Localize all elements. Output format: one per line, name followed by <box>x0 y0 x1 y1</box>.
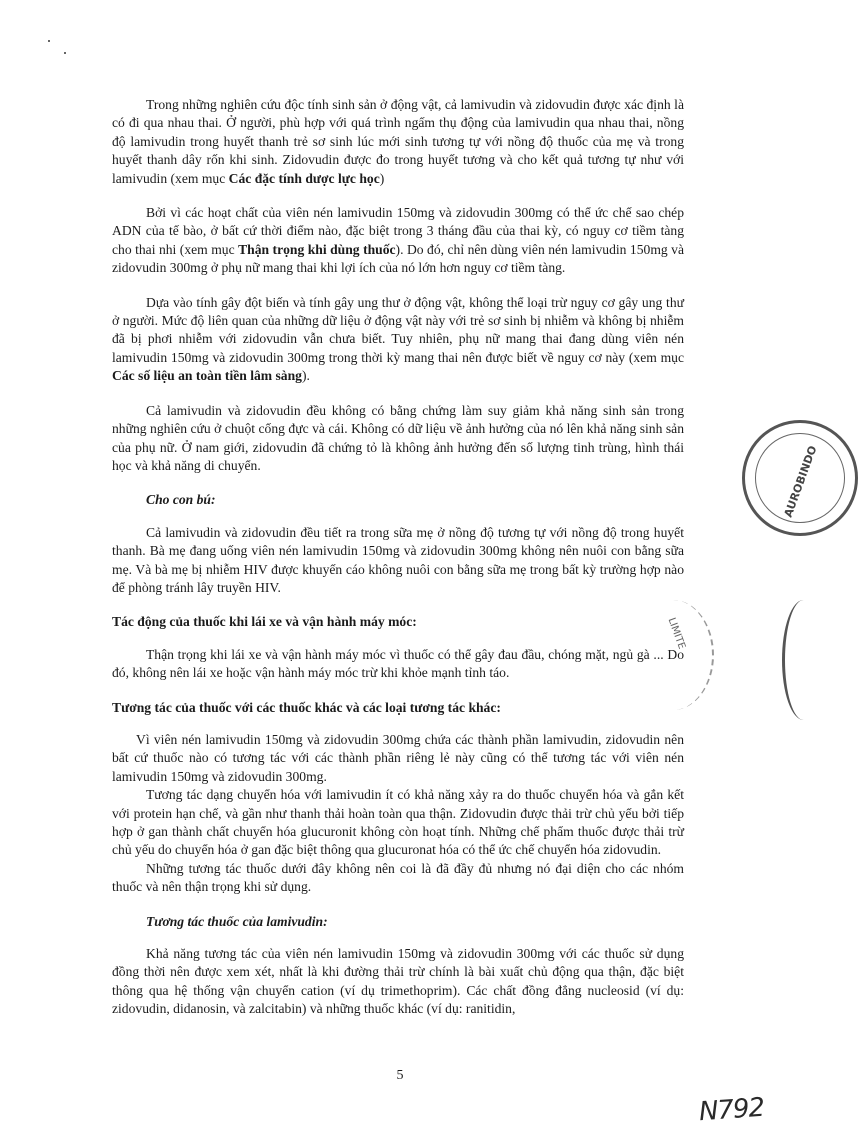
cross-reference: Các đặc tính dược lực học <box>228 170 380 186</box>
heading-breastfeeding: Cho con bú: <box>146 492 216 508</box>
heading-driving: Tác động của thuốc khi lái xe và vận hành máy móc: <box>112 614 417 630</box>
heading-lamivudin-interactions: Tương tác thuốc của lamivudin: <box>146 913 328 929</box>
paragraph-interactions-note: Những tương tác thuốc dưới đây không nên coi là đã đầy đủ nhưng nó đại diện cho các nhóm thuốc và nên thận trọng khi sử dụng. <box>112 860 684 895</box>
paragraph-text: Dựa vào tính gây đột biến và tính gây ung thư ở động vật, không thể loại trừ nguy cơ gây ung thư ở người. Mức độ liên quan của những dữ liệu ở động vật này với trẻ sơ sinh bị nhiễm và không bị nhiễm đã bị phơi nhiễm với zidovudin vẫn chưa biết. Tuy nhiên, phụ nữ mang thai đang dùng viên nén lamivudin 150mg và zidovudin 300mg trong thời kỳ mang thai nên được biết về nguy cơ này (xem mục <box>112 294 684 365</box>
cross-reference: Các số liệu an toàn tiền lâm sàng <box>112 368 302 384</box>
cross-reference: Thận trọng khi dùng thuốc <box>238 241 396 257</box>
stamp-text: LIMITE <box>665 616 687 651</box>
paragraph-text: Trong những nghiên cứu độc tính sinh sản ở động vật, cả lamivudin và zidovudin được xác định là có đi qua nhau thai. Ở người, phù hợp với quá trình ngấm thụ động của lamivudin qua nhau thai, nồng độ lamivudin trong huyết thanh trẻ sơ sinh lúc mới sinh tương tự với nồng độ thuốc của mẹ và trong huyết thanh dây rốn khi sinh. Zidovudin được đo trong huyết tương và cho kết quả tương tự như với lamivudin (xem mục <box>112 97 684 186</box>
document-page <box>112 96 684 1035</box>
stamp-text: AUROBINDO <box>781 443 820 520</box>
paragraph-metabolism: Tương tác dạng chuyển hóa với lamivudin ít có khả năng xảy ra do thuốc chuyển hóa và gắn kết với protein hạn chế, và gần như thanh thải hoàn toàn qua thận. Zidovudin được thải trừ chủ yếu bởi tiếp hợp ở gan thành chất chuyển hóa glucuronit không còn hoạt tính. Những chế phẩm thuốc được thải trừ chủ yếu do chuyển hóa ở gan đặc biệt thông qua glucuronat hóa có thể ức chế chuyển hóa zidovudin. <box>112 787 684 858</box>
scan-speck <box>64 52 66 54</box>
paragraph-text: Bởi vì các hoạt chất của viên nén lamivudin 150mg và zidovudin 300mg có thể ức chế sao chép ADN của tế bào, ở bất cứ thời điểm nào, đặc biệt trong 3 tháng đầu của thai kỳ, có nguy cơ tiềm tàng cho thai nhi (xem mục <box>112 205 684 257</box>
paragraph-placenta <box>112 96 684 188</box>
partial-stamp <box>632 600 714 710</box>
heading-interactions: Tương tác của thuốc với các thuốc khác và các loại tương tác khác: <box>112 699 501 715</box>
paragraph-text: ) <box>379 170 385 186</box>
paragraph-lamivudin-interactions: Khả năng tương tác của viên nén lamivudin 150mg và zidovudin 300mg với các thuốc sử dụng đồng thời nên được xem xét, nhất là khi đường thải trừ chính là bài xuất chủ động qua thận, đặc biệt thông qua hệ thống vận chuyển cation (ví dụ trimethoprim). Các chất đồng đẳng nucleosid (ví dụ: zidovudin, didanosin, và zalcitabin) và những thuốc khác (ví dụ: ranitidin, <box>112 946 684 1017</box>
scan-speck <box>48 40 50 42</box>
paragraph-breastfeeding: Cả lamivudin và zidovudin đều tiết ra trong sữa mẹ ở nồng độ tương tự với nồng độ trong huyết thanh. Bà mẹ đang uống viên nén lamivudin 150mg và zidovudin 300mg không nên nuôi con bằng sữa mẹ. Và bà mẹ bị nhiễm HIV được khuyến cáo không nuôi con bằng sữa mẹ trong bất kỳ trường hợp nào để phòng tránh lây truyền HIV. <box>112 524 684 595</box>
paragraph-pregnancy-risk <box>112 204 684 278</box>
paragraph-interactions-intro: Vì viên nén lamivudin 150mg và zidovudin 300mg chứa các thành phần lamivudin, zidovudin nên bất cứ thuốc nào có tương tác với các thành phần riêng lẻ này cũng có thể tương tác với viên nén lamivudin 150mg và zidovudin 300mg. <box>112 731 684 784</box>
paragraph-carcinogenicity <box>112 294 684 386</box>
paragraph-text: ). <box>301 368 310 384</box>
page-number: 5 <box>396 1068 404 1083</box>
company-stamp <box>742 420 858 536</box>
paragraph-driving: Thận trọng khi lái xe và vận hành máy móc vì thuốc có thể gây đau đầu, chóng mặt, ngủ gà ... Do đó, không nên lái xe hoặc vận hành máy móc trừ khi khỏe mạnh tỉnh táo. <box>112 646 684 681</box>
stamp-arc <box>782 600 825 720</box>
handwritten-initials: N792 <box>697 1092 765 1128</box>
paragraph-text: ). Do đó, chỉ nên dùng viên nén lamivudin 150mg và zidovudin 300mg ở phụ nữ mang thai khi lợi ích của nó lớn hơn nguy cơ tiềm tàng. <box>112 241 684 276</box>
paragraph-fertility: Cả lamivudin và zidovudin đều không có bằng chứng làm suy giảm khả năng sinh sản trong những nghiên cứu ở chuột cống đực và cái. Không có dữ liệu về ảnh hưởng của nó lên khả năng sinh sản của phụ nữ. Ở nam giới, zidovudin đã chứng tỏ là không ảnh hưởng đến số lượng tinh trùng, hình thái học và khả năng di chuyển. <box>112 402 684 473</box>
